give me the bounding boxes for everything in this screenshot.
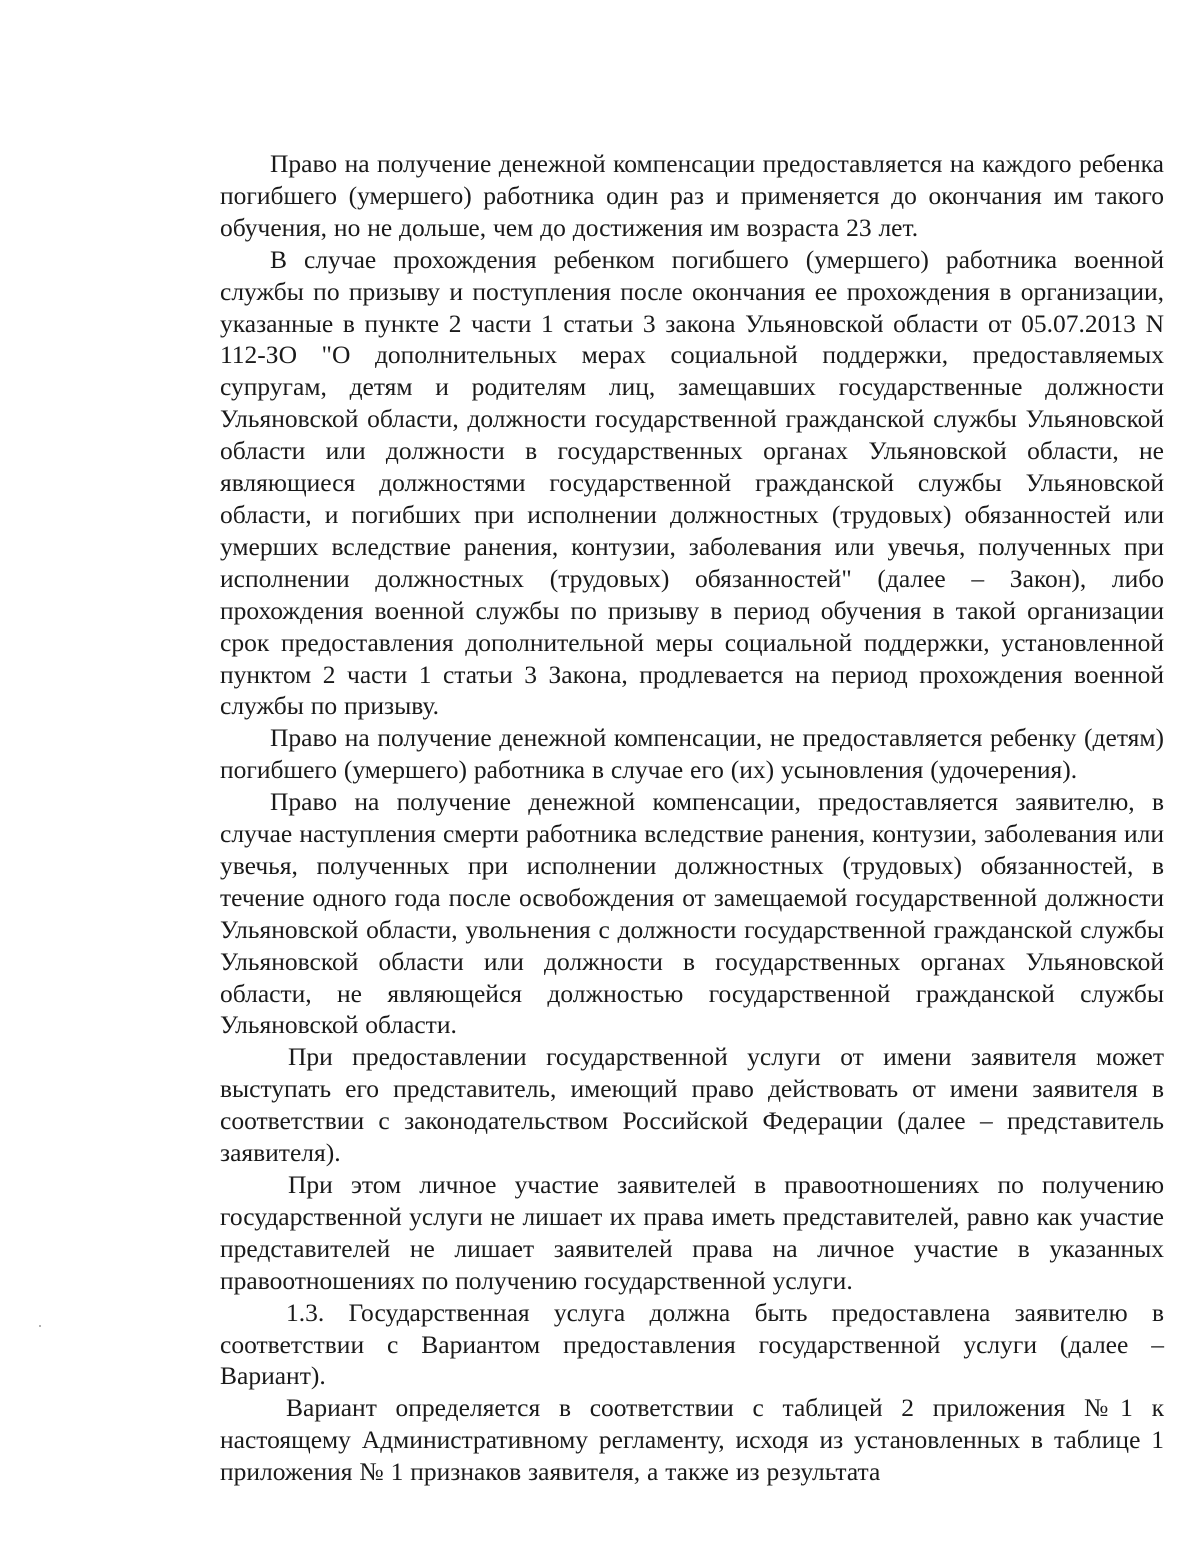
document-body	[220, 148, 1164, 1488]
paragraph-death-after-release: Право на получение денежной компенсации, предоставляется заявителю, в случае наступления смерти работника вследствие ранения, контузии, заболевания или увечья, полученных при исполнении должностных (трудовых) обязанностей, в течение одного года после освобождения от замещаемой государственной должности Ульяновской области, увольнения с должности государственной гражданской службы Ульяновской области или должности в государственных органах Ульяновской области, не являющейся должностью государственной гражданской службы Ульяновской области.	[220, 787, 1164, 1040]
paragraph-representative: При предоставлении государственной услуги от имени заявителя может выступать его представитель, имеющий право действовать от имени заявителя в соответствии с законодательством Российской Федерации (далее – представитель заявителя).	[220, 1042, 1164, 1168]
paragraph-adoption-exclusion: Право на получение денежной компенсации, не предоставляется ребенку (детям) погибшего (умершего) работника в случае его (их) усыновления (удочерения).	[220, 723, 1164, 785]
paragraph-section-1-3: 1.3. Государственная услуга должна быть предоставлена заявителю в соответствии с Вариантом предоставления государственной услуги (далее – Вариант).	[220, 1297, 1164, 1391]
paragraph-personal-participation: При этом личное участие заявителей в правоотношениях по получению государственной услуги не лишает их права иметь представителей, равно как участие представителей не лишает заявителей права на личное участие в указанных правоотношениях по получению государственной услуги.	[220, 1170, 1164, 1295]
scan-speck	[39, 1325, 41, 1327]
paragraph-military-service: В случае прохождения ребенком погибшего (умершего) работника военной службы по призыву и поступления после окончания ее прохождения в организации, указанные в пункте 2 части 1 статьи 3 закона Ульяновской области от 05.07.2013 N 112-ЗО "О дополнительных мерах социальной поддержки, предоставляемых супругам, детям и родителям лиц, замещавших государственные должности Ульяновской области, должности государственной гражданской службы Ульяновской области или должности в государственных органах Ульяновской области, не являющиеся должностями государственной гражданской службы Ульяновской области, и погибших при исполнении должностных (трудовых) обязанностей или умерших вследствие ранения, контузии, заболевания или увечья, полученных при исполнении должностных (трудовых) обязанностей" (далее – Закон), либо прохождения военной службы по призыву в период обучения в такой организации срок предоставления дополнительной меры социальной поддержки, установленной пунктом 2 части 1 статьи 3 Закона, продлевается на период прохождения военной службы по призыву.	[220, 244, 1164, 721]
paragraph-variant-definition: Вариант определяется в соответствии с таблицей 2 приложения №1 к настоящему Административному регламенту, исходя из установленных в таблице 1 приложения № 1 признаков заявителя, а также из результата	[220, 1393, 1164, 1487]
paragraph-compensation-right: Право на получение денежной компенсации предоставляется на каждого ребенка погибшего (умершего) работника один раз и применяется до окончания им такого обучения, но не дольше, чем до достижения им возраста 23 лет.	[220, 149, 1164, 242]
